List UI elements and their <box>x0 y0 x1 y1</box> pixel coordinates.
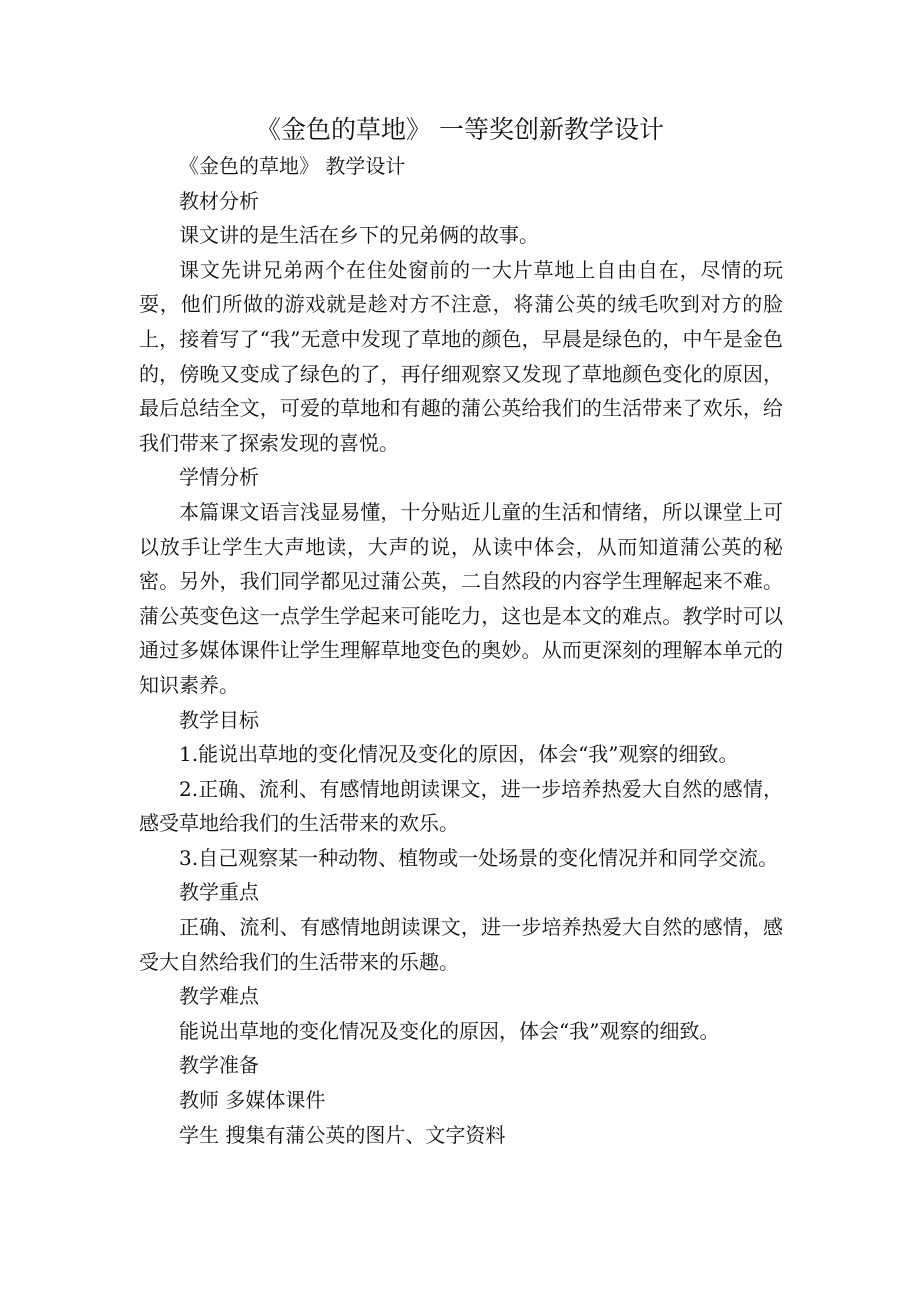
document-body <box>139 149 783 1152</box>
section-heading-textbook-analysis: 教材分析 <box>179 188 259 213</box>
goal-item-1: 1.能说出草地的变化情况及变化的原因，体会“我”观察的细致。 <box>179 742 739 767</box>
section-heading-student-analysis: 学情分析 <box>179 465 259 490</box>
document-title: 《金色的草地》 一等奖创新教学设计 <box>256 115 664 144</box>
subtitle-paragraph: 《金色的草地》 教学设计 <box>179 154 406 178</box>
preparation-student: 学生 搜集有蒲公英的图片、文字资料 <box>179 1122 506 1147</box>
paragraph-difficulties: 能说出草地的变化情况及变化的原因，体会“我”观察的细致。 <box>179 1018 720 1043</box>
paragraph-student-analysis: 本篇课文语言浅显易懂，十分贴近儿童的生活和情绪，所以课堂上可以放手让学生大声地读，大声的说，从读中体会，从而知道蒲公英的秘密。另外，我们同学都见过蒲公英，二自然段的内容学生理解起来不难。蒲公英变色这一点学生学起来可能吃力，这也是本文的难点。教学时可以通过多媒体课件让学生理解草地变色的奥妙。从而更深刻的理解本单元的知识素养。 <box>139 499 783 697</box>
paragraph-key-points: 正确、流利、有感情地朗读课文，进一步培养热爱大自然的感情，感受大自然给我们的生活带来的乐趣。 <box>139 915 783 974</box>
paragraph-summary: 课文讲的是生活在乡下的兄弟俩的故事。 <box>179 223 539 248</box>
section-heading-teaching-goals: 教学目标 <box>179 707 259 732</box>
section-heading-key-points: 教学重点 <box>179 880 259 905</box>
preparation-teacher: 教师 多媒体课件 <box>179 1088 326 1113</box>
section-heading-difficulties: 教学难点 <box>179 984 259 1009</box>
goal-item-3: 3.自己观察某一种动物、植物或一处场景的变化情况并和同学交流。 <box>179 845 779 870</box>
paragraph-content: 课文先讲兄弟两个在住处窗前的一大片草地上自由自在，尽情的玩耍，他们所做的游戏就是趁对方不注意，将蒲公英的绒毛吹到对方的脸上，接着写了“我”无意中发现了草地的颜色，早晨是绿色的，中午是金色的，傍晚又变成了绿色的了，再仔细观察又发现了草地颜色变化的原因，最后总结全文，可爱的草地和有趣的蒲公英给我们的生活带来了欢乐，给我们带来了探索发现的喜悦。 <box>139 257 783 455</box>
goal-item-2: 2.正确、流利、有感情地朗读课文，进一步培养热爱大自然的感情，感受草地给我们的生活带来的欢乐。 <box>139 776 783 836</box>
section-heading-preparation: 教学准备 <box>179 1053 259 1078</box>
